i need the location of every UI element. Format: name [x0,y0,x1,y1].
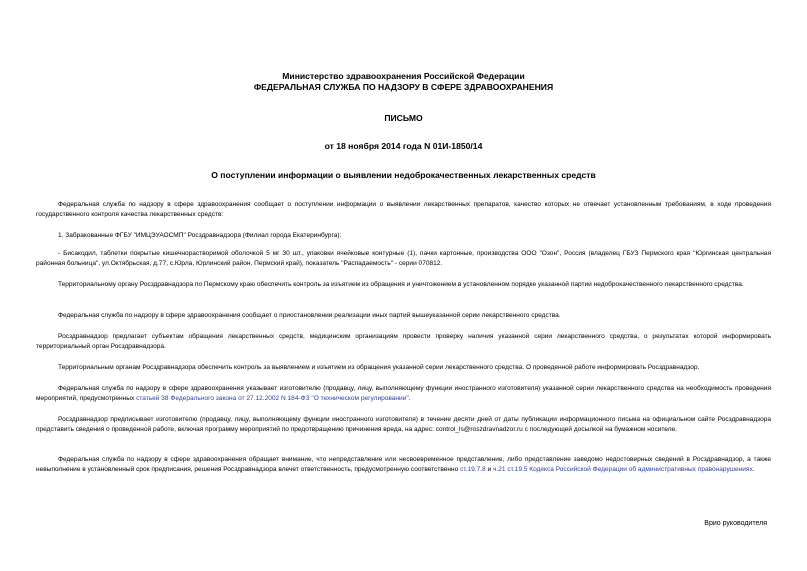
paragraph-text: Федеральная служба по надзору в сфере здравоохранения обращает внимание, что непредставление или несвоевременное представление, либо представление заведомо недостоверных сведений в Росздравнадзор, а также невыполнение в установленный срок предписания, решения Росздравнадзора влечет ответственность, предусмотренную соответственно [36,456,771,473]
paragraph-text: . [752,465,755,473]
paragraph-intro: Федеральная служба по надзору в сфере здравоохранения сообщает о поступлении информации о выявлении лекарственных препаратов, качество которых не отвечает установленным требованиям, в ходе проведения государственного контроля качества лекарственных средств: [36,201,771,218]
paragraph-drug-details: - Бисакодил, таблетки покрытые кишечнорастворимой оболочкой 5 мг 30 шт., упаковки ячейковые контурные (1), пачки картонные, производства ООО "Озон", Россия (владелец ГБУЗ Пермского края "Юргинская центральная районная больница", ул.Октябрьская, д.77, с.Юрла, Юрлинский район, Пермский край), показатель "Распадаемость" - серии 070812. [36,250,771,267]
paragraph-text: . [408,394,411,402]
ministry-title: Министерство здравоохранения Российской Федерации [282,71,525,81]
paragraph-territorial-control: Территориальным органам Росздравнадзора обеспечить контроль за выявлением и изъятием из обращения указанной серии лекарственного средства. О проведенной работе информировать Росздравнадзор. [58,364,700,371]
paragraph-rejected-by: 1. Забракованные ФГБУ "ИМЦЭУАОСМП" Росздравнадзора (Филиал города Екатеринбурга): [58,232,342,239]
admin-code-link[interactable]: Кодекса Российской Федерации об административных правонарушениях [529,465,753,473]
paragraph-prescription: Росздравнадзор предписывает изготовителю (продавцу, лицу, выполняющему функции иностранного изготовителя) в течение десяти дней от даты публикации информационного письма на официальном сайте Росздравнадзора представить сведения о проведенной работе, включая программу мероприятий по предотвращению причинения вреда, на адрес: control_ls@roszdravnadzor.ru с последующей досылкой на бумажном носителе. [36,416,771,433]
signature: Врио руководителя [704,520,767,527]
paragraph-suspension: Федеральная служба по надзору в сфере здравоохранения сообщает о приостановлении реализации иных партий вышеуказанной серии лекарственного средства. [58,312,561,319]
paragraph-text: Федеральная служба по надзору в сфере здравоохранения указывает изготовителю (продавцу, лицу, выполняющему функции иностранного изготовителя) указанной серии лекарственного средства на необходимость проведения мероприятий, предусмотренных [36,385,771,402]
federal-law-link[interactable]: статьей 38 Федерального закона от 27.12.2002 N 184-ФЗ "О техническом регулировании" [136,394,409,402]
article-19-5-link[interactable]: ч.21 ст.19.5 [492,465,528,473]
paragraph-text: и [485,465,493,473]
paragraph-manufacturer-measures [36,384,771,403]
paragraph-check-proposal: Росздравнадзор предлагает субъектам обращения лекарственных средств, медицинским организациям провести проверку наличия указанной серии лекарственного средства, о результатах которой информировать территориальный орган Росздравнадзора. [36,333,771,350]
service-title: ФЕДЕРАЛЬНАЯ СЛУЖБА ПО НАДЗОРУ В СФЕРЕ ЗДРАВООХРАНЕНИЯ [253,82,554,92]
paragraph-territorial-perm: Территориальному органу Росздравнадзора по Пермскому краю обеспечить контроль за изъятием из обращения и уничтожением в установленном порядке указанной партии недоброкачественного лекарственного средства. [58,281,744,288]
doc-subject: О поступлении информации о выявлении недоброкачественных лекарственных средств [211,170,596,180]
doc-date-number: от 18 ноября 2014 года N 01И-1850/14 [324,141,483,151]
doc-type: ПИСЬМО [384,113,423,123]
article-19-7-8-link[interactable]: ст.19.7.8 [460,465,486,473]
paragraph-liability [36,455,771,474]
